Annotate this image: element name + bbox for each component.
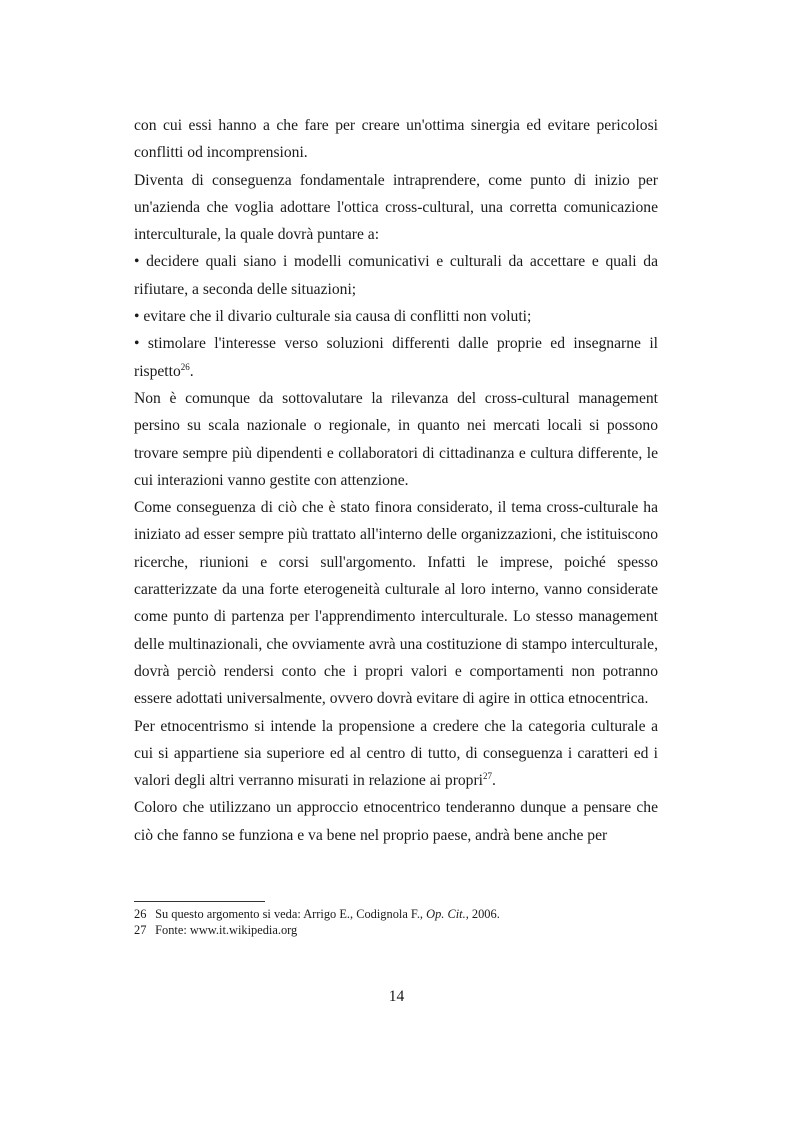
footnote-text: Su questo argomento si veda: Arrigo E., Codignola F.,: [155, 907, 427, 921]
footnote-divider: [134, 901, 265, 902]
footnote-ref: 27: [483, 770, 493, 781]
paragraph: Coloro che utilizzano un approccio etnocentrico tenderanno dunque a pensare che ciò che fanno se funziona e va bene nel proprio paese, andrà bene anche per: [134, 799, 658, 844]
bullet-end: .: [189, 362, 194, 380]
footnote-text-end: , 2006.: [465, 907, 500, 921]
footnote-italic: Op. Cit.: [426, 907, 466, 921]
paragraph: Non è comunque da sottovalutare la rilevanza del cross-cultural management persino su scala nazionale o regionale, in quanto nei mercati locali si possono trovare sempre più dipendenti e collaboratori di cittadinanza e cultura differente, le cui interazioni vanno gestite con attenzione.: [134, 389, 658, 489]
footnote-number: 27: [134, 923, 147, 937]
bullet-item: • evitare che il divario culturale sia causa di conflitti non voluti;: [134, 308, 532, 326]
footnote: [134, 906, 658, 922]
bullet-item: • decidere quali siano i modelli comunicativi e culturali da accettare e quali da rifiutare, a seconda delle situazioni;: [134, 253, 658, 298]
paragraph-end: .: [492, 772, 496, 790]
paragraph: con cui essi hanno a che fare per creare un'ottima sinergia ed evitare pericolosi conflitti od incomprensioni.: [134, 117, 658, 162]
page-body: [134, 112, 658, 849]
paragraph: Diventa di conseguenza fondamentale intraprendere, come punto di inizio per un'azienda che voglia adottare l'ottica cross-cultural, una corretta comunicazione interculturale, la quale dovrà puntare a:: [134, 171, 658, 244]
footnote-ref: 26: [180, 361, 190, 372]
footnotes: [134, 906, 658, 938]
page-number: 14: [388, 988, 405, 1005]
footnote: [134, 922, 658, 938]
paragraph: Come conseguenza di ciò che è stato finora considerato, il tema cross-culturale ha iniziato ad esser sempre più trattato all'interno delle organizzazioni, che istituiscono ricerche, riunioni e corsi sull'argomento. Infatti le imprese, poiché spesso caratterizzate da una forte eterogeneità culturale al loro interno, vanno considerate come punto di partenza per l'apprendimento interculturale. Lo stesso management delle multinazionali, che ovviamente avrà una costituzione di stampo interculturale, dovrà perciò rendersi conto che i propri valori e comportamenti non potranno essere adottati universalmente, ovvero dovrà evitare di agire in ottica etnocentrica.: [134, 499, 658, 708]
footnote-text: Fonte: www.it.wikipedia.org: [155, 923, 298, 937]
bullet-text: • stimolare l'interesse verso soluzioni differenti dalle proprie ed insegnarne il rispetto: [134, 335, 658, 380]
paragraph-text: Per etnocentrismo si intende la propensione a credere che la categoria culturale a cui si appartiene sia superiore ed al centro di tutto, di conseguenza i caratteri ed i valori degli altri verranno misurati in relazione ai propri: [134, 717, 658, 790]
footnote-number: 26: [134, 907, 147, 921]
paragraph: [134, 713, 658, 795]
bullet-item: [134, 330, 658, 385]
